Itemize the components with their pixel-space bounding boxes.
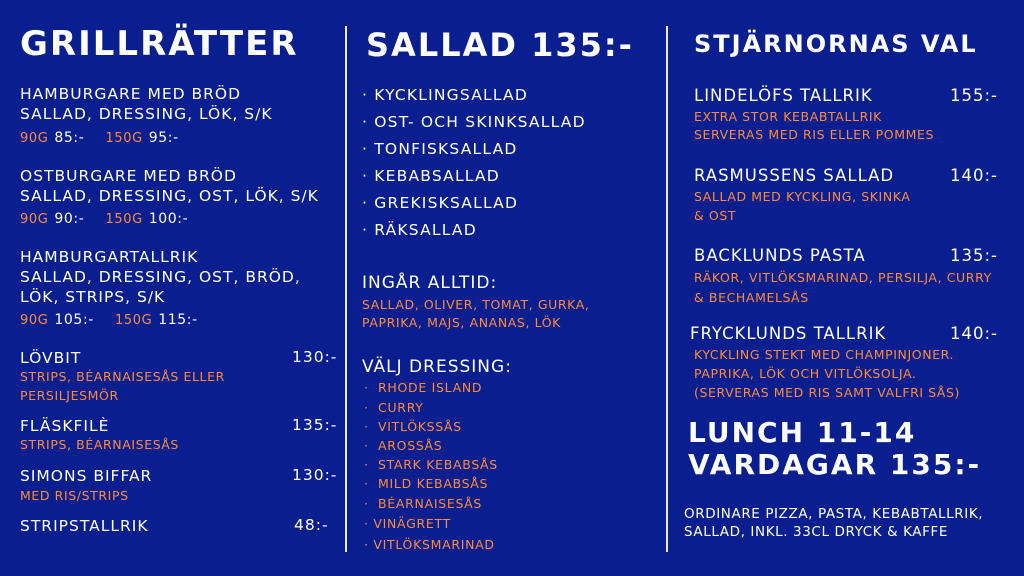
size-price-line [20,211,204,227]
menu-item-desc: LÖK, STRIPS, S/K [20,288,166,306]
menu-item-desc: SALLAD MED KYCKLING, SKINKA [694,189,911,204]
dressing-list-item: · BÉARNAISESÅS [364,496,482,511]
dressing-list-item: · STARK KEBABSÅS [364,457,498,472]
size-price: 100:- [148,211,189,227]
salad-list-item: · KYCKLINGSALLAD [362,86,528,104]
menu-item-desc: & OST [694,208,737,223]
menu-item-name: HAMBURGARE MED BRÖD [20,85,242,103]
menu-item-desc: PERSILJESMÖR [20,388,119,403]
size-price-line [20,312,214,328]
included-title: INGÅR ALLTID: [362,273,498,293]
menu-item-desc: SALLAD, DRESSING, OST, BRÖD, [20,268,301,286]
salad-list-item: · KEBABSALLAD [362,167,500,185]
menu-item-name: LÖVBIT [20,349,82,367]
size-price: 115:- [158,312,198,328]
menu-item-price: 48:- [294,516,329,534]
menu-item-name: FLÄSKFILÈ [20,417,110,435]
menu-item-name: BACKLUNDS PASTA [694,246,866,265]
size-price-line [20,130,195,146]
section-title-grillratter: GRILLRÄTTER [20,24,299,64]
included-text: SALLAD, OLIVER, TOMAT, GURKA, [362,297,590,312]
menu-item-name: FRYCKLUNDS TALLRIK [690,324,887,343]
menu-item-desc: STRIPS, BÉARNAISESÅS ELLER [20,369,225,384]
menu-item-name: STRIPSTALLRIK [20,517,149,535]
included-text: PAPRIKA, MAJS, ANANAS, LÖK [362,315,561,330]
dressing-title: VÄLJ DRESSING: [362,357,512,377]
size-label: 90G [20,131,49,146]
menu-item-desc: SERVERAS MED RIS ELLER POMMES [694,127,935,142]
menu-item-desc: PAPRIKA, LÖK OCH VITLÖKSOLJA. [694,366,917,381]
salad-list-item: · TONFISKSALLAD [362,140,518,158]
menu-item-desc: (SERVERAS MED RIS SAMT VALFRI SÅS) [694,385,960,400]
salad-list-item: · RÄKSALLAD [362,221,477,239]
menu-item-price: 135:- [292,416,338,434]
salad-list-item: · OST- OCH SKINKSALLAD [362,113,586,131]
lunch-desc: SALLAD, INKL. 33CL DRYCK & KAFFE [684,524,948,540]
menu-item-name: HAMBURGARTALLRIK [20,248,199,266]
lunch-heading: VARDAGAR 135:- [688,448,982,481]
menu-item-name: LINDELÖFS TALLRIK [694,86,873,105]
menu-item-desc: & BECHAMELSÅS [694,290,809,305]
dressing-list-item: · VINÄGRETT [364,516,451,531]
menu-item-desc: STRIPS, BÉARNAISESÅS [20,437,179,452]
dressing-list-item: · MILD KEBABSÅS [364,476,489,491]
salad-list-item: · GREKISKSALLAD [362,194,519,212]
dressing-list-item: · AROSSÅS [364,438,443,453]
menu-item-name: SIMONS BIFFAR [20,467,153,485]
size-price: 105:- [54,312,94,328]
menu-item-price: 130:- [292,466,338,484]
section-title-stjarnornas-val: STJÄRNORNAS VAL [694,30,978,58]
size-price: 90:- [54,211,85,227]
menu-item-name: OSTBURGARE MED BRÖD [20,167,237,185]
dressing-list-item: · VITLÖKSSÅS [364,419,462,434]
size-label: 150G [114,313,153,328]
column-divider [666,26,668,552]
menu-item-desc: SALLAD, DRESSING, LÖK, S/K [20,105,273,123]
menu-item-desc: KYCKLING STEKT MED CHAMPINJONER. [694,347,955,362]
dressing-list-item: · CURRY [364,400,424,415]
size-label: 150G [105,131,143,146]
size-price: 85:- [54,130,85,146]
menu-item-desc: SALLAD, DRESSING, OST, LÖK, S/K [20,187,319,205]
dressing-list-item: · VITLÖKSMARINAD [364,537,495,552]
menu-item-desc: EXTRA STOR KEBABTALLRIK [694,109,882,124]
menu-item-price: 140:- [950,324,999,343]
menu-item-price: 135:- [950,246,999,265]
menu-item-price: 155:- [950,86,999,105]
menu-item-price: 140:- [950,166,999,185]
column-divider [345,26,347,552]
menu-item-desc: RÄKOR, VITLÖKSMARINAD, PERSILJA, CURRY [694,270,992,285]
size-label: 90G [20,212,49,227]
menu-item-desc: MED RIS/STRIPS [20,488,129,503]
lunch-heading: LUNCH 11-14 [688,416,917,449]
dressing-list-item: · RHODE ISLAND [364,380,483,395]
section-title-sallad: SALLAD 135:- [366,26,634,64]
menu-item-name: RASMUSSENS SALLAD [694,166,895,185]
menu-item-price: 130:- [292,348,338,366]
size-price: 95:- [148,130,179,146]
size-label: 90G [20,313,49,328]
size-label: 150G [105,212,143,227]
lunch-desc: ORDINARE PIZZA, PASTA, KEBABTALLRIK, [684,506,984,522]
